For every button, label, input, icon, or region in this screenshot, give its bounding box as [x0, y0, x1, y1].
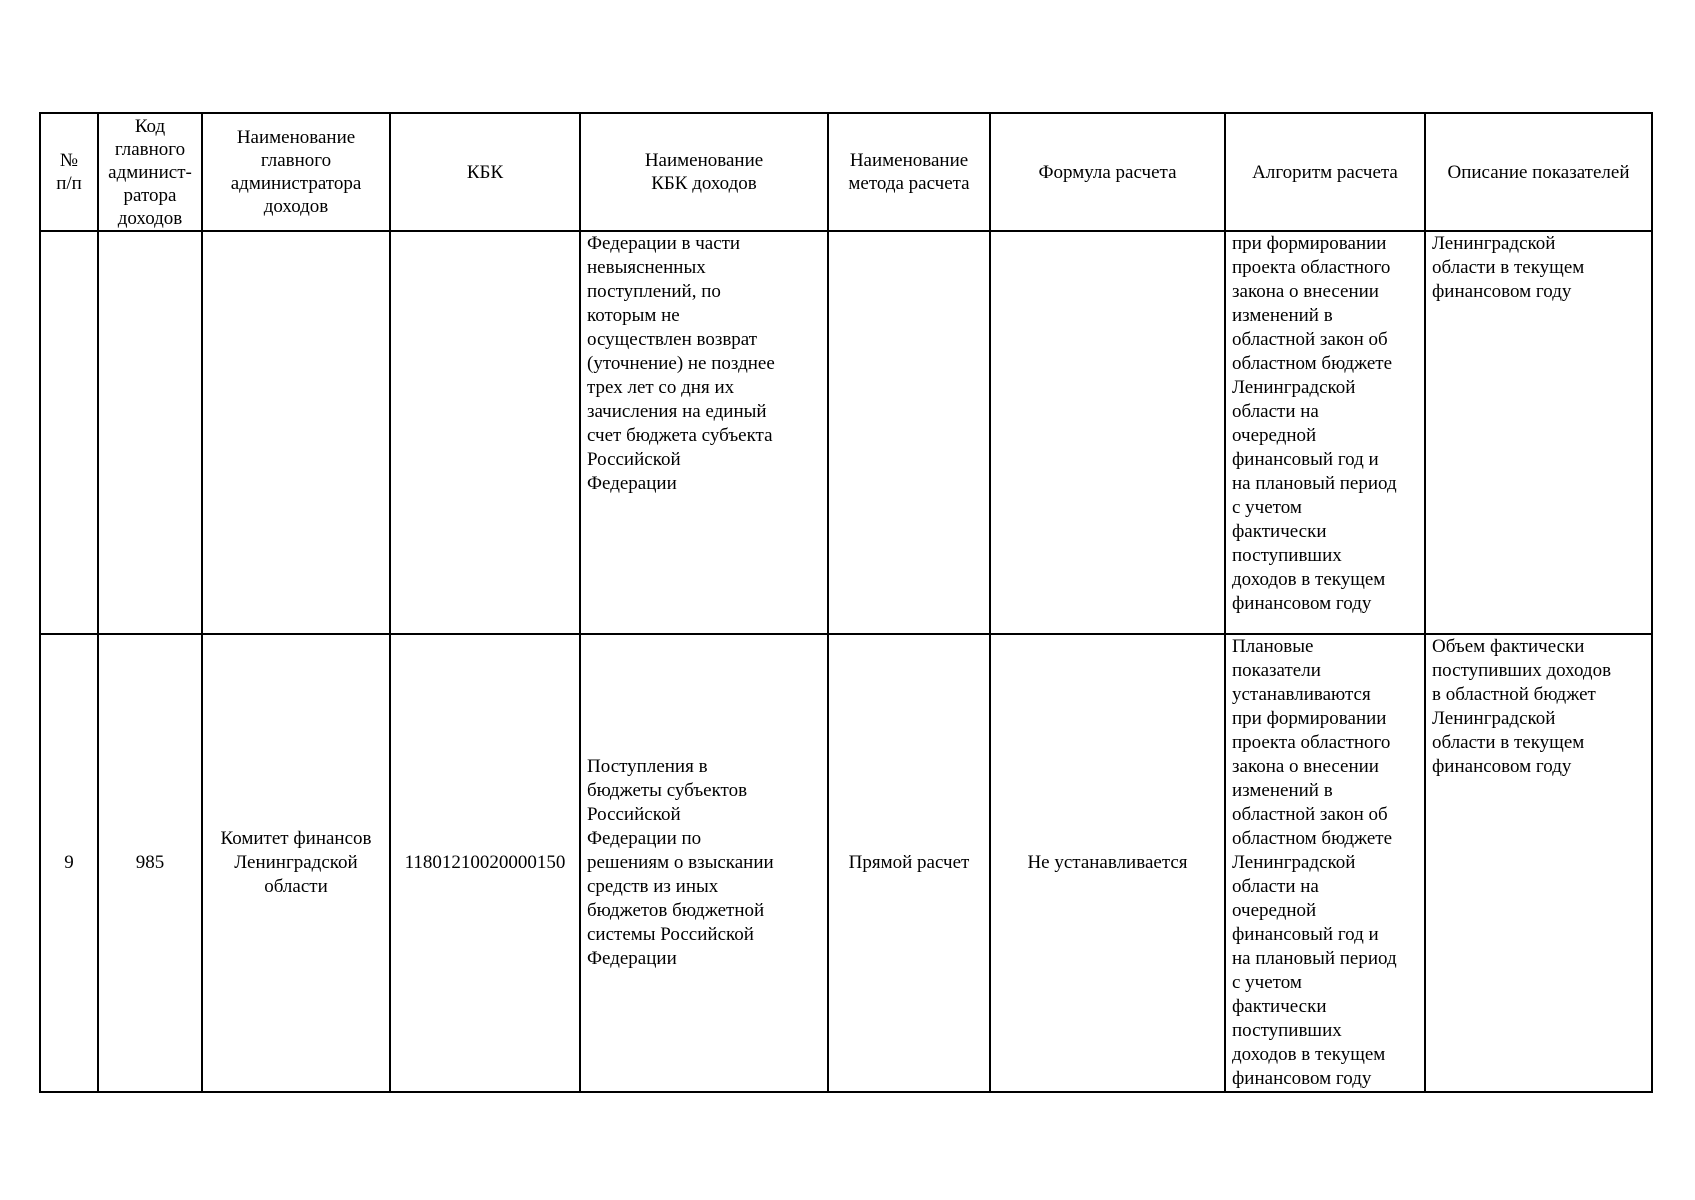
cell-admin-name — [202, 231, 390, 634]
cell-indicators: Объем фактически поступивших доходов в областной бюджет Ленинградской области в текущем финансовом году — [1425, 634, 1652, 1092]
cell-method-name: Прямой расчет — [828, 634, 990, 1092]
cell-admin-name: Комитет финансов Ленинградской области — [202, 634, 390, 1092]
table-header-row — [40, 113, 1652, 231]
cell-algorithm: Плановые показатели устанавливаются при формировании проекта областного закона о внесении изменений в областной закон об областном бюджете Ленинградской области на очередной финансовый год и на плановый период с учетом фактически поступивших доходов в текущем финансовом году — [1225, 634, 1425, 1092]
cell-num: 9 — [40, 634, 98, 1092]
cell-admin-code — [98, 231, 202, 634]
cell-method-name — [828, 231, 990, 634]
cell-kbk — [390, 231, 580, 634]
cell-admin-code: 985 — [98, 634, 202, 1092]
cell-formula — [990, 231, 1225, 634]
cell-algorithm: при формировании проекта областного закона о внесении изменений в областной закон об областном бюджете Ленинградской области на очередной финансовый год и на плановый период с учетом фактически поступивших доходов в текущем финансовом году — [1225, 231, 1425, 634]
header-admin-name: Наименование главного администратора доходов — [202, 113, 390, 231]
header-admin-code: Код главного админист- ратора доходов — [98, 113, 202, 231]
header-kbk: КБК — [390, 113, 580, 231]
cell-kbk-name: Поступления в бюджеты субъектов Российской Федерации по решениям о взыскании средств из иных бюджетов бюджетной системы Российской Федерации — [580, 634, 828, 1092]
table-row-9 — [40, 634, 1652, 1092]
cell-num — [40, 231, 98, 634]
header-num: № п/п — [40, 113, 98, 231]
cell-kbk-name: Федерации в части невыясненных поступлений, по которым не осуществлен возврат (уточнение) не позднее трех лет со дня их зачисления на единый счет бюджета субъекта Российской Федерации — [580, 231, 828, 634]
header-method-name: Наименование метода расчета — [828, 113, 990, 231]
revenue-calculation-table — [39, 112, 1653, 1093]
cell-indicators: Ленинградской области в текущем финансовом году — [1425, 231, 1652, 634]
table-row-continued — [40, 231, 1652, 634]
header-indicators: Описание показателей — [1425, 113, 1652, 231]
header-algorithm: Алгоритм расчета — [1225, 113, 1425, 231]
cell-kbk: 11801210020000150 — [390, 634, 580, 1092]
header-formula: Формула расчета — [990, 113, 1225, 231]
cell-formula: Не устанавливается — [990, 634, 1225, 1092]
header-kbk-name: Наименование КБК доходов — [580, 113, 828, 231]
